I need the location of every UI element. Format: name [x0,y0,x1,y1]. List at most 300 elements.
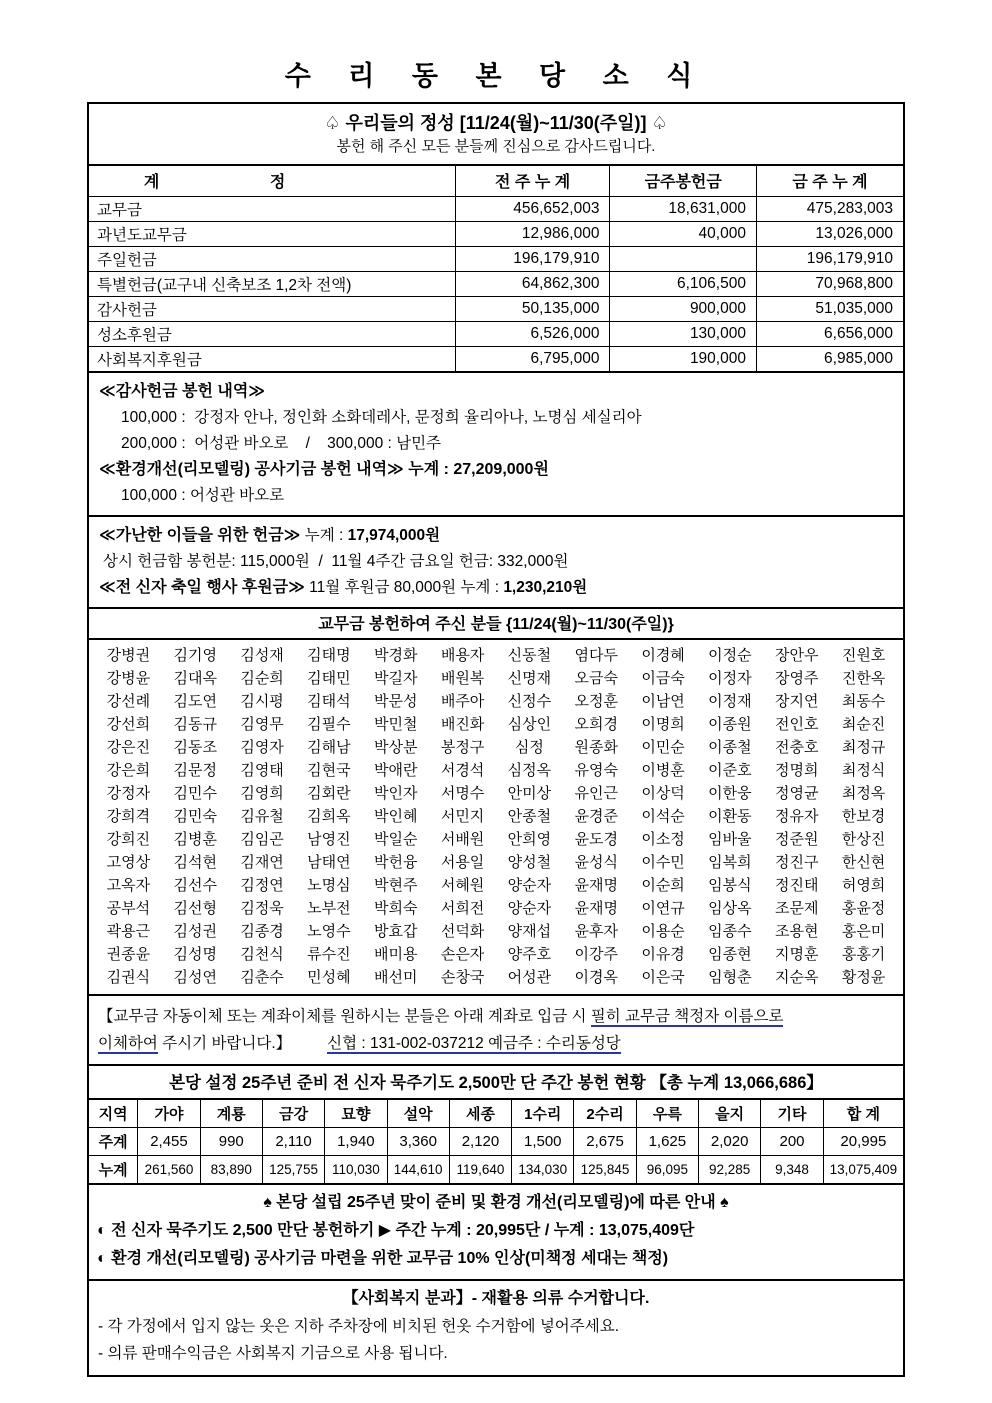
donor-name: 이종철 [708,739,752,756]
region-col-header: 우륵 [636,1099,698,1127]
donor-name: 박인혜 [374,808,418,825]
donor-name: 진한옥 [841,670,886,687]
offering-prev-total: 456,652,003 [455,196,610,221]
feast-fund-total: 1,230,210원 [503,579,588,596]
region-total-value: 83,890 [200,1155,262,1183]
donor-row [95,667,897,690]
donor-name: 서배원 [440,831,485,848]
donor-name: 서용일 [440,854,485,871]
donor-name: 안희영 [507,831,552,848]
donor-name: 김임곤 [240,831,284,848]
donor-name: 민성혜 [307,969,351,986]
donor-name: 정영균 [775,785,819,802]
donor-name: 김민수 [173,785,217,802]
offering-row [89,221,903,246]
donor-name: 서경석 [440,762,485,779]
region-weekly-value: 1,940 [325,1127,387,1155]
donor-name: 이경옥 [574,969,618,986]
donor-name: 김유철 [240,808,284,825]
donor-row [95,759,897,782]
region-col-header: 을지 [699,1099,761,1127]
donor-name: 정명희 [775,762,819,779]
offerings-table [89,164,903,371]
donor-name: 이남연 [641,693,685,710]
donor-name: 윤재명 [574,900,618,917]
donor-name: 김회란 [307,785,351,802]
offering-label: 과년도교무금 [89,221,455,246]
donor-name: 지명훈 [775,946,819,963]
donor-name: 오정훈 [574,693,618,710]
anniversary-notice-line: ◐ 환경 개선(리모델링) 공사기금 마련을 위한 교무금 10% 인상(미책정 세대는 책정) [97,1250,669,1267]
bulletin-sheet [87,102,905,1377]
region-total-value: 144,610 [387,1155,449,1183]
donor-name: 어성관 [507,969,552,986]
thanks-line: 200,000 : 어성관 바오로 / 300,000 : 남민주 [121,435,442,452]
donor-name: 이정재 [708,693,752,710]
donor-name: 오금숙 [574,670,618,687]
anniversary-notice-title: ♠ 본당 설립 25주년 맞이 준비 및 환경 개선(리모델링)에 따른 안내 ♠ [263,1194,729,1211]
donor-name: 안미상 [507,785,552,802]
donor-name: 김희옥 [307,808,351,825]
donor-name: 강은진 [106,739,151,756]
offering-prev-total: 12,986,000 [455,221,610,246]
offering-week-amount: 190,000 [610,346,757,371]
donor-name: 김춘수 [240,969,284,986]
donor-name: 이병훈 [641,762,685,779]
donor-name: 유영숙 [574,762,618,779]
poor-fund-line [99,523,893,549]
region-weekly-value: 20,995 [823,1127,903,1155]
offering-row [89,196,903,221]
donor-name: 양순자 [507,900,552,917]
donor-name: 김선수 [173,877,217,894]
donor-name: 박상분 [374,739,418,756]
donor-name: 한상진 [841,831,886,848]
donor-name: 김재연 [240,854,284,871]
donor-row [95,851,897,874]
region-total-value: 125,755 [262,1155,324,1183]
region-col-header: 지역 [89,1099,138,1127]
region-weekly-value: 2,675 [574,1127,636,1155]
donor-name: 윤후자 [574,923,618,940]
donor-name: 이소정 [641,831,685,848]
donor-name: 배미용 [374,946,418,963]
offerings-col-account-b: 정 [269,174,286,192]
donor-name: 강정자 [106,785,151,802]
transfer-notice [89,994,903,1064]
offering-prev-total: 64,862,300 [455,271,610,296]
donor-name: 임상옥 [708,900,752,917]
donor-name: 고옥자 [106,877,151,894]
feast-fund-detail: 11월 후원금 80,000원 누계 : [309,579,499,596]
donor-name: 김민숙 [173,808,217,825]
donor-name: 최정옥 [841,785,886,802]
donor-name: 박문성 [374,693,418,710]
rosary-summary-title: 본당 설정 25주년 준비 전 신자 묵주기도 2,500만 단 주간 봉헌 현황 【총 누계 13,066,686】 [89,1064,903,1098]
donor-name: 김영무 [240,716,284,733]
donor-name: 임봉식 [708,877,752,894]
donor-name: 김선형 [173,900,217,917]
donor-name: 배진화 [440,716,485,733]
offerings-header-row [89,165,903,196]
offering-week-amount: 900,000 [610,296,757,321]
donor-name: 김문정 [173,762,217,779]
offering-prev-total: 6,526,000 [455,321,610,346]
donor-name: 박현주 [374,877,418,894]
donor-name: 곽용근 [106,923,151,940]
region-table [89,1098,903,1183]
donor-name: 강희진 [106,831,151,848]
region-total-value: 134,030 [512,1155,574,1183]
donor-name: 이명희 [641,716,685,733]
donor-name: 홍은미 [841,923,886,940]
donor-name: 최동수 [841,693,886,710]
donor-name: 서혜원 [440,877,485,894]
region-col-header: 설악 [387,1099,449,1127]
donor-row [95,897,897,920]
devotion-title: ♤ 우리들의 정성 [11/24(월)~11/30(주일)] ♤ [324,113,668,133]
donor-name: 남태연 [307,854,351,871]
donor-name: 이상덕 [641,785,685,802]
offerings-col-account-a: 계 [143,174,160,192]
donor-name: 김성연 [173,969,217,986]
donor-name: 이경혜 [641,647,685,664]
donor-name: 임형춘 [708,969,752,986]
donor-name: 심상인 [507,716,552,733]
offering-week-total: 51,035,000 [756,296,903,321]
thanks-line: 100,000 : 강정자 안나, 정인화 소화데레사, 문정희 율리아나, 노명심 세실리아 [121,409,642,426]
donor-name: 강희격 [106,808,151,825]
donor-name: 신동철 [507,647,552,664]
donor-name: 김영자 [240,739,284,756]
offering-week-total: 475,283,003 [756,196,903,221]
donor-name: 김정욱 [240,900,284,917]
region-weekly-value: 2,120 [449,1127,511,1155]
poor-fund-section [89,515,903,607]
region-row-label: 누계 [89,1155,138,1183]
region-total-value: 110,030 [325,1155,387,1183]
donor-name: 신명재 [507,670,552,687]
offering-label: 주일헌금 [89,246,455,271]
page-title: 수 리 동 본 당 소 식 [284,61,708,91]
donor-name: 이수민 [641,854,685,871]
donor-name: 공부석 [106,900,151,917]
transfer-notice-text: 【교무금 자동이체 또는 계좌이체를 원하시는 분들은 아래 계좌로 입금 시 [98,1008,591,1025]
donor-name: 한신현 [841,854,886,871]
donor-name: 김해남 [307,739,351,756]
region-header-row [89,1099,903,1127]
region-weekly-value: 1,625 [636,1127,698,1155]
poor-fund-title: ≪가난한 이들을 위한 헌금≫ [99,527,301,544]
offering-week-total: 13,026,000 [756,221,903,246]
offering-week-amount: 130,000 [610,321,757,346]
region-total-value: 261,560 [138,1155,200,1183]
region-col-header: 합 계 [823,1099,903,1127]
donor-name: 김성재 [240,647,284,664]
donor-name: 유인근 [574,785,618,802]
offering-label: 성소후원금 [89,321,455,346]
thanks-title: ≪감사헌금 봉헌 내역≫ [99,383,266,400]
donor-name: 김석현 [173,854,217,871]
donor-name: 강병권 [106,647,151,664]
donor-name: 이은국 [641,969,685,986]
region-total-value: 119,640 [449,1155,511,1183]
donor-name: 김권식 [106,969,151,986]
offerings-col-week-total: 금 주 누 계 [756,165,903,196]
anniversary-notice-line: ◐ 전 신자 묵주기도 2,500 만단 봉헌하기 ▶ 주간 누계 : 20,995단 / 누계 : 13,075,409단 [97,1222,695,1239]
donor-name: 이금숙 [641,670,685,687]
donor-name: 전충호 [775,739,819,756]
donor-name: 최정규 [841,739,886,756]
donor-name: 김정연 [240,877,284,894]
devotion-subtitle: 봉헌 해 주신 모든 분들께 진심으로 감사드립니다. [336,138,656,155]
donor-name: 이한웅 [708,785,752,802]
donor-row [95,736,897,759]
offering-row [89,296,903,321]
welfare-line: - 의류 판매수익금은 사회복지 기금으로 사용 됩니다. [98,1345,448,1362]
offering-row [89,246,903,271]
donor-name: 손창국 [440,969,485,986]
donor-name: 류수진 [307,946,351,963]
donor-name: 서명수 [440,785,485,802]
region-weekly-value: 990 [200,1127,262,1155]
donor-name: 봉정구 [440,739,485,756]
region-col-header: 1수리 [512,1099,574,1127]
donor-name: 노영수 [307,923,351,940]
donor-name: 김도연 [173,693,217,710]
region-col-header: 가야 [138,1099,200,1127]
welfare-section [89,1279,903,1375]
donor-name: 정진태 [775,877,819,894]
feast-fund-title: ≪전 신자 축일 행사 후원금≫ [99,579,305,596]
remodel-fund-total: 누계 : 27,209,000원 [408,461,549,478]
donor-name: 김기영 [173,647,217,664]
offerings-col-account [89,165,455,196]
region-total-value: 9,348 [761,1155,823,1183]
offering-week-total: 6,656,000 [756,321,903,346]
region-col-header: 기타 [761,1099,823,1127]
donor-name: 박경화 [374,647,418,664]
donor-name: 양성철 [507,854,552,871]
donor-row [95,943,897,966]
donor-name: 박민철 [374,716,418,733]
region-weekly-value: 2,455 [138,1127,200,1155]
donor-name: 윤재명 [574,877,618,894]
remodel-fund-detail: 100,000 : 어성관 바오로 [121,487,285,504]
donor-row [95,828,897,851]
poor-fund-detail: 상시 헌금함 봉헌분: 115,000원 / 11월 4주간 금요일 헌금: 332,000원 [103,553,569,570]
donor-name: 정진구 [775,854,819,871]
donors-title: 교무금 봉헌하여 주신 분들 {11/24(월)~11/30(주일)} [89,607,903,638]
donor-name: 지순옥 [775,969,819,986]
offering-week-amount: 40,000 [610,221,757,246]
offering-week-total: 196,179,910 [756,246,903,271]
donor-name: 장영주 [775,670,819,687]
donor-name: 신정수 [507,693,552,710]
offering-row [89,271,903,296]
donor-name: 허영희 [841,877,886,894]
donor-name: 홍윤정 [841,900,886,917]
donor-name: 노부전 [307,900,351,917]
donor-name: 임바울 [708,831,752,848]
region-total-value: 96,095 [636,1155,698,1183]
donor-name: 박희숙 [374,900,418,917]
donor-name: 최순진 [841,716,886,733]
transfer-notice-line [98,1003,894,1030]
region-weekly-value: 1,500 [512,1127,574,1155]
donor-name: 박애란 [374,762,418,779]
donor-name: 김영희 [240,785,284,802]
offering-week-amount: 18,631,000 [610,196,757,221]
donor-name: 방효갑 [374,923,418,940]
donor-name: 심정옥 [507,762,552,779]
donor-name: 안종철 [507,808,552,825]
donor-name: 서민지 [440,808,485,825]
donor-name: 배주아 [440,693,485,710]
region-total-row [89,1155,903,1183]
donor-name: 정준원 [775,831,819,848]
donor-name: 심정 [514,739,544,756]
donor-name: 박인자 [374,785,418,802]
donor-name: 김천식 [240,946,284,963]
donor-row [95,690,897,713]
donor-name: 서희전 [440,900,485,917]
transfer-notice-underlined: 이체하여 [98,1035,158,1052]
offering-label: 교무금 [89,196,455,221]
region-weekly-value: 2,020 [699,1127,761,1155]
devotion-header [89,104,903,164]
donor-name: 강병윤 [106,670,151,687]
donor-name: 박헌융 [374,854,418,871]
donor-name: 이연규 [641,900,685,917]
donor-name: 선덕화 [440,923,485,940]
donor-name: 김태명 [307,647,351,664]
donor-name: 홍홍기 [841,946,886,963]
offering-label: 특별헌금(교구내 신축보조 1,2차 전액) [89,271,455,296]
donor-row [95,874,897,897]
region-weekly-value: 200 [761,1127,823,1155]
region-col-header: 2수리 [574,1099,636,1127]
donor-name: 윤성식 [574,854,618,871]
donor-name: 남영진 [307,831,351,848]
offering-label: 감사헌금 [89,296,455,321]
donor-name: 최정식 [841,762,886,779]
region-weekly-value: 3,360 [387,1127,449,1155]
region-col-header: 세종 [449,1099,511,1127]
donor-name: 김필수 [307,716,351,733]
donor-name: 황정윤 [841,969,886,986]
donor-name: 양순자 [507,877,552,894]
remodel-fund-title: ≪환경개선(리모델링) 공사기금 봉헌 내역≫ [99,461,404,478]
region-total-value: 92,285 [699,1155,761,1183]
offering-prev-total: 6,795,000 [455,346,610,371]
donor-name: 김동규 [173,716,217,733]
donor-name: 오희경 [574,716,618,733]
donor-name: 양주호 [507,946,552,963]
account-number: 신협 : 131-002-037212 예금주 : 수리동성당 [327,1035,621,1052]
donor-row [95,644,897,667]
donor-name: 노명심 [307,877,351,894]
poor-fund-total-label: 누계 : [304,527,344,544]
donor-name: 이종원 [708,716,752,733]
donor-name: 김시평 [240,693,284,710]
donor-name: 조문제 [775,900,819,917]
donor-name: 윤경준 [574,808,618,825]
donor-name: 배용자 [440,647,485,664]
donor-name: 이용순 [641,923,685,940]
donor-name: 고영상 [106,854,151,871]
anniversary-notice [89,1183,903,1279]
donor-name: 김성명 [173,946,217,963]
donor-name: 윤도경 [574,831,618,848]
donor-name: 김종경 [240,923,284,940]
donor-name: 권종윤 [106,946,151,963]
poor-fund-total: 17,974,000원 [347,527,441,544]
donor-name: 이강주 [574,946,618,963]
donor-name: 김영태 [240,762,284,779]
donor-name: 손은자 [440,946,485,963]
donor-row [95,805,897,828]
donor-name: 배원복 [440,670,485,687]
donor-name: 이정순 [708,647,752,664]
donor-name: 김태석 [307,693,351,710]
donor-name: 원종화 [574,739,618,756]
feast-fund-line [99,575,893,601]
donor-name: 강선례 [106,693,151,710]
donor-row [95,782,897,805]
donor-name: 김순희 [240,670,284,687]
donor-name: 임종수 [708,923,752,940]
region-col-header: 금강 [262,1099,324,1127]
donor-name: 강선희 [106,716,151,733]
donor-name: 김병훈 [173,831,217,848]
donor-name: 김성권 [173,923,217,940]
donors-grid [89,638,903,994]
offering-week-total: 70,968,800 [756,271,903,296]
offering-row [89,346,903,371]
offering-label: 사회복지후원금 [89,346,455,371]
offering-prev-total: 196,179,910 [455,246,610,271]
donor-name: 김동조 [173,739,217,756]
welfare-line: - 각 가정에서 입지 않는 옷은 지하 주차장에 비치된 헌옷 수거함에 넣어주세요. [98,1318,620,1335]
welfare-title: 【사회복지 분과】- 재활용 의류 수거합니다. [342,1290,650,1307]
offerings-col-week-offering: 금주봉헌금 [610,165,757,196]
region-weekly-value: 2,110 [262,1127,324,1155]
donor-name: 한보경 [841,808,886,825]
donor-name: 장안우 [775,647,819,664]
donor-name: 이준호 [708,762,752,779]
region-row-label: 주계 [89,1127,138,1155]
donor-name: 이환동 [708,808,752,825]
donor-name: 김현국 [307,762,351,779]
donor-name: 배선미 [374,969,418,986]
donor-name: 이유경 [641,946,685,963]
donor-name: 진원호 [841,647,886,664]
donor-row [95,966,897,989]
offering-row [89,321,903,346]
region-total-value: 13,075,409 [823,1155,903,1183]
transfer-notice-line [98,1030,894,1057]
donor-name: 조용현 [775,923,819,940]
transfer-notice-text: 주시기 바랍니다.】 [157,1035,292,1052]
transfer-notice-underlined: 필히 교무금 책정자 이름으로 [590,1008,784,1025]
offering-prev-total: 50,135,000 [455,296,610,321]
region-col-header: 계룡 [200,1099,262,1127]
donor-name: 이민순 [641,739,685,756]
donor-name: 이석순 [641,808,685,825]
donor-row [95,920,897,943]
donor-name: 전인호 [775,716,819,733]
